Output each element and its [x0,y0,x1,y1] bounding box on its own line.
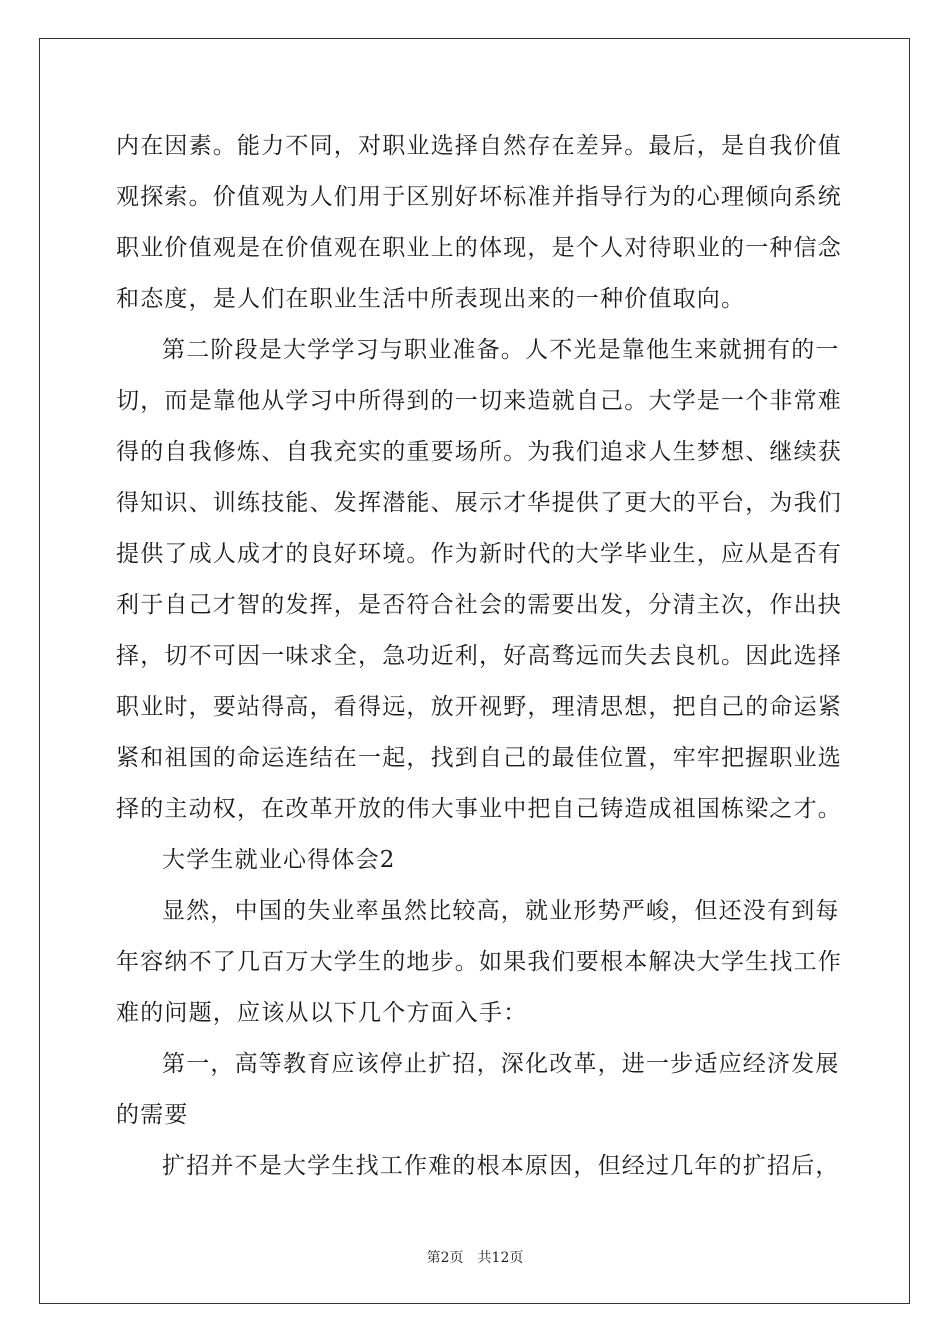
page-number: 第2页 [426,1250,464,1266]
text-line: 提供了成人成才的良好环境。作为新时代的大学毕业生，应从是否有 [116,541,842,567]
text-line: 职业时，要站得高，看得远，放开视野，理清思想，把自己的命运紧 [116,694,842,720]
text-line: 难的问题，应该从以下几个方面入手： [116,1000,528,1026]
text-line: 紧和祖国的命运连结在一起，找到自己的最佳位置，牢牢把握职业选 [116,745,842,771]
paragraph-start-line: 扩招并不是大学生找工作难的根本原因，但经过几年的扩招后， [162,1153,840,1179]
text-line: 利于自己才智的发挥，是否符合社会的需要出发，分清主次，作出抉 [116,592,842,618]
page-total: 共12页 [477,1250,524,1266]
section-heading: 大学生就业心得体会2 [162,847,396,873]
text-line: 得的自我修炼、自我充实的重要场所。为我们追求人生梦想、继续获 [116,439,842,465]
text-line: 得知识、训练技能、发挥潜能、展示才华提供了更大的平台，为我们 [116,490,842,516]
text-line: 择的主动权，在改革开放的伟大事业中把自己铸造成祖国栋梁之才。 [116,796,842,822]
text-line: 观探索。价值观为人们用于区别好坏标准并指导行为的心理倾向系统 [116,184,842,210]
text-line: 和态度，是人们在职业生活中所表现出来的一种价值取向。 [116,286,746,312]
paragraph-start-line: 第二阶段是大学学习与职业准备。人不光是靠他生来就拥有的一 [162,337,840,363]
text-line: 择，切不可因一味求全，急功近利，好高骛远而失去良机。因此选择 [116,643,842,669]
paragraph-start-line: 第一，高等教育应该停止扩招，深化改革，进一步适应经济发展 [162,1051,840,1077]
text-line: 职业价值观是在价值观在职业上的体现，是个人对待职业的一种信念 [116,235,842,261]
text-line: 切，而是靠他从学习中所得到的一切来造就自己。大学是一个非常难 [116,388,842,414]
text-line: 的需要 [116,1102,189,1128]
page-footer [0,1247,950,1267]
text-line: 年容纳不了几百万大学生的地步。如果我们要根本解决大学生找工作 [116,949,842,975]
paragraph-start-line: 显然，中国的失业率虽然比较高，就业形势严峻，但还没有到每 [162,898,840,924]
text-line: 内在因素。能力不同，对职业选择自然存在差异。最后，是自我价值 [116,133,842,159]
